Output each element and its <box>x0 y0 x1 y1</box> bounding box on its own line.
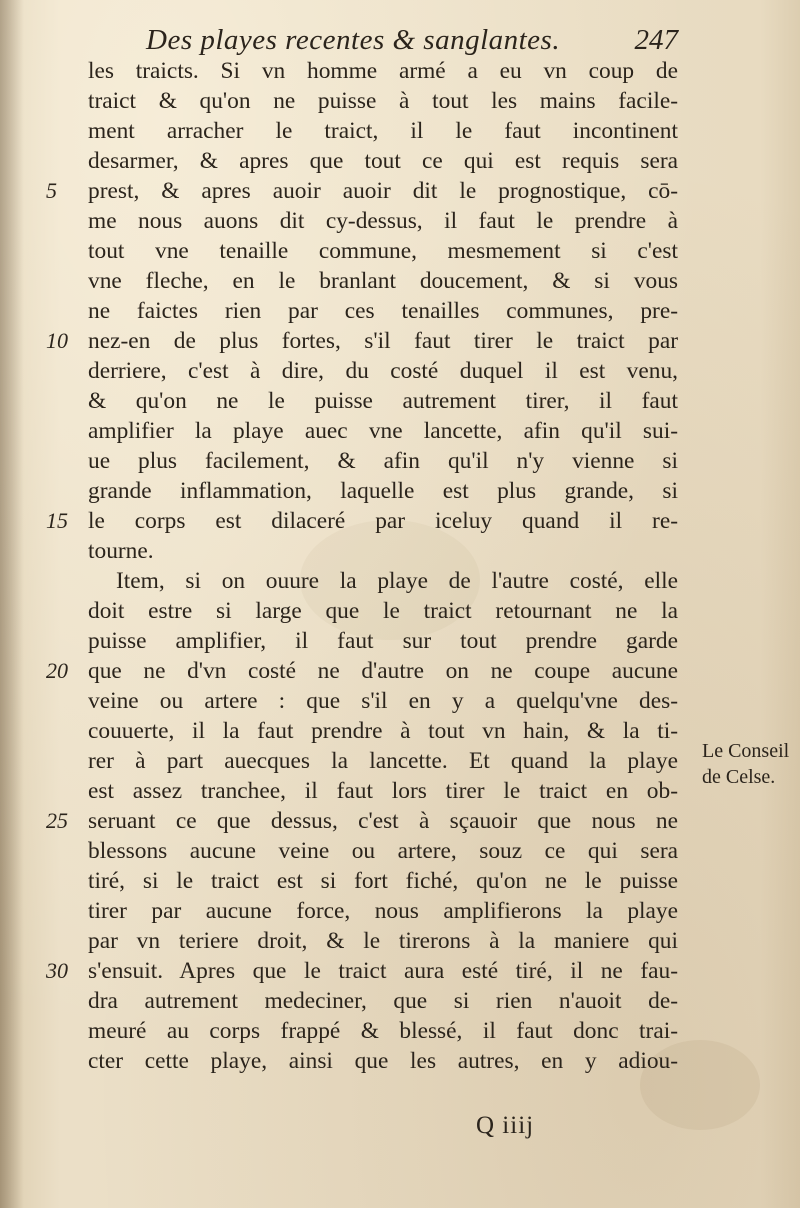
text-line: & qu'on ne le puisse autrement tirer, il faut <box>88 388 678 414</box>
text-line: dra autrement medeciner, que si rien n'auoit de- <box>88 988 678 1014</box>
text-line: puisse amplifier, il faut sur tout prendre garde <box>88 628 678 654</box>
line-number: 20 <box>46 658 68 683</box>
text-line: veine ou artere : que s'il en y a quelqu'vne des- <box>88 688 678 714</box>
text-line: tiré, si le traict est si fort fiché, qu'on ne le puisse <box>88 868 678 894</box>
binding-shadow <box>0 0 24 1208</box>
text-line: derriere, c'est à dire, du costé duquel il est venu, <box>88 358 678 384</box>
line-number: 30 <box>46 958 68 983</box>
running-title: Des playes recentes & sanglantes. <box>146 24 561 56</box>
line-number: 10 <box>46 328 68 353</box>
text-line: par vn teriere droit, & le tirerons à la maniere qui <box>88 928 678 954</box>
text-line: ue plus facilement, & afin qu'il n'y vienne si <box>88 448 678 474</box>
marginal-note <box>702 738 789 790</box>
text-line: ne faictes rien par ces tenailles communes, pre- <box>88 298 678 324</box>
text-line: traict & qu'on ne puisse à tout les mains facile- <box>88 88 678 114</box>
text-line: blessons aucune veine ou artere, souz ce qui sera <box>88 838 678 864</box>
text-line: cter cette playe, ainsi que les autres, en y adiou- <box>88 1048 678 1074</box>
text-line: Item, si on ouure la playe de l'autre costé, elle <box>116 568 678 594</box>
text-line: grande inflammation, laquelle est plus grande, si <box>88 478 678 504</box>
text-line: nez-en de plus fortes, s'il faut tirer le traict par <box>88 328 678 354</box>
marginal-note-line: de Celse. <box>702 766 776 788</box>
text-line: le corps est dilaceré par iceluy quand il re- <box>88 508 678 534</box>
line-number: 5 <box>46 178 57 203</box>
text-line: desarmer, & apres que tout ce qui est requis sera <box>88 148 678 174</box>
text-line: tourne. <box>88 538 154 564</box>
text-line: vne fleche, en le branlant doucement, & si vous <box>88 268 678 294</box>
text-line: amplifier la playe auec vne lancette, afin qu'il sui- <box>88 418 678 444</box>
text-line: tirer par aucune force, nous amplifierons la playe <box>88 898 678 924</box>
text-line: que ne d'vn costé ne d'autre on ne coupe aucune <box>88 658 678 684</box>
text-line: ment arracher le traict, il le faut incontinent <box>88 118 678 144</box>
text-line: s'ensuit. Apres que le traict aura esté tiré, il ne fau- <box>88 958 678 984</box>
marginal-note-line: Le Conseil <box>702 740 790 762</box>
text-line: me nous auons dit cy-dessus, il faut le prendre à <box>88 208 678 234</box>
body-text <box>88 56 678 1076</box>
page-number: 247 <box>634 24 678 56</box>
text-line: meuré au corps frappé & blessé, il faut donc trai- <box>88 1018 678 1044</box>
text-line: couuerte, il la faut prendre à tout vn hain, & la ti- <box>88 718 678 744</box>
text-line: tout vne tenaille commune, mesmement si c'est <box>88 238 678 264</box>
text-line: rer à part auecques la lancette. Et quand la playe <box>88 748 678 774</box>
line-number: 15 <box>46 508 68 533</box>
text-line: seruant ce que dessus, c'est à sçauoir que nous ne <box>88 808 678 834</box>
signature-mark: Q iiij <box>476 1112 535 1139</box>
text-line: prest, & apres auoir auoir dit le prognostique, cō- <box>88 178 678 204</box>
text-line: les traicts. Si vn homme armé a eu vn coup de <box>88 58 678 84</box>
line-number: 25 <box>46 808 68 833</box>
text-line: est assez tranchee, il faut lors tirer le traict en ob- <box>88 778 678 804</box>
text-line: doit estre si large que le traict retournant ne la <box>88 598 678 624</box>
